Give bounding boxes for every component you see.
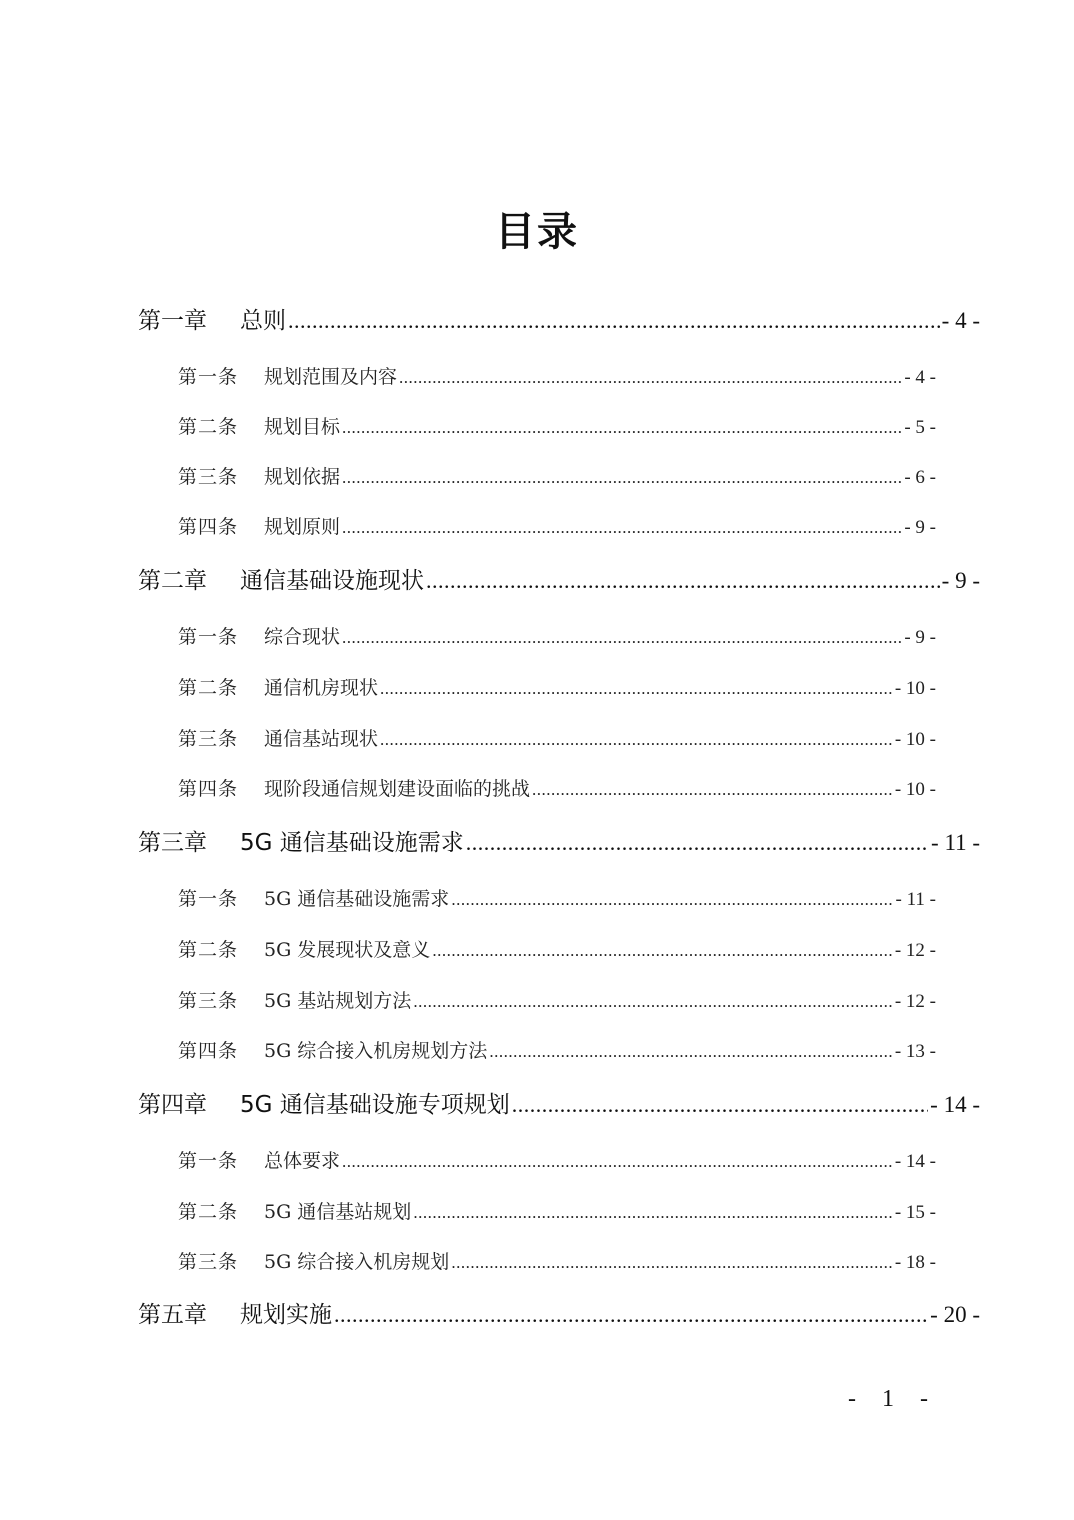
toc-entry-title: 规划实施 (240, 1302, 332, 1328)
toc-article-entry[interactable] (178, 512, 936, 539)
toc-entry-number: 第一条 (178, 888, 239, 910)
toc-entry-number: 第二条 (178, 416, 239, 438)
toc-entry-number: 第二章 (138, 568, 207, 594)
toc-article-entry[interactable] (178, 412, 936, 439)
toc-page-number: - 14 - (894, 1151, 936, 1172)
toc-entry-number: 第五章 (138, 1302, 207, 1328)
toc-entry-title: 5G 基站规划方法 (264, 990, 412, 1012)
toc-entry-number: 第一条 (178, 626, 239, 648)
toc-entry-title: 5G 通信基站规划 (264, 1201, 412, 1223)
toc-page-number: - 4 - (904, 367, 936, 388)
toc-page-number: - 4 - (941, 308, 980, 333)
toc-entry-title: 规划范围及内容 (264, 366, 398, 388)
toc-entry-number: 第二条 (178, 939, 239, 961)
toc-entry-number: 第三条 (178, 466, 239, 488)
toc-page-number: - 9 - (941, 568, 980, 593)
toc-entry-number: 第三章 (138, 830, 207, 856)
toc-entry-title: 通信机房现状 (264, 677, 379, 699)
toc-dot-leader (426, 568, 940, 594)
toc-entry-number: 第三条 (178, 1251, 239, 1273)
toc-entry-title: 现阶段通信规划建设面临的挑战 (264, 778, 531, 800)
toc-dot-leader (413, 992, 893, 1012)
toc-entry-number: 第一章 (138, 308, 207, 334)
toc-page-number: - 12 - (894, 940, 936, 961)
toc-chapter-entry[interactable] (138, 1086, 980, 1119)
toc-dot-leader (489, 1042, 893, 1062)
toc-entry-number: 第二条 (178, 677, 239, 699)
toc-page-number: - 10 - (894, 779, 936, 800)
toc-entry-number: 第三条 (178, 728, 239, 750)
toc-article-entry[interactable] (178, 622, 936, 649)
toc-entry-title: 5G 通信基础设施需求 (240, 830, 464, 856)
toc-page-number: - 10 - (894, 678, 936, 699)
toc-entry-number: 第三条 (178, 990, 239, 1012)
toc-entry-number: 第四条 (178, 516, 239, 538)
toc-article-entry[interactable] (178, 462, 936, 489)
toc-dot-leader (342, 518, 902, 538)
toc-article-entry[interactable] (178, 1146, 936, 1173)
toc-article-entry[interactable] (178, 724, 936, 751)
toc-dot-leader (380, 730, 893, 750)
toc-entry-title: 5G 综合接入机房规划方法 (264, 1040, 488, 1062)
toc-page-number: - 14 - (930, 1092, 980, 1117)
toc-article-entry[interactable] (178, 774, 936, 801)
toc-page-number: - 12 - (894, 991, 936, 1012)
toc-chapter-entry[interactable] (138, 1296, 980, 1329)
toc-article-entry[interactable] (178, 1036, 936, 1063)
toc-dot-leader (288, 308, 940, 334)
toc-page-number: - 11 - (895, 889, 936, 910)
toc-dot-leader (413, 1203, 893, 1223)
toc-entry-title: 5G 综合接入机房规划 (264, 1251, 450, 1273)
toc-entry-title: 通信基础设施现状 (240, 568, 424, 594)
toc-entry-number: 第二条 (178, 1201, 239, 1223)
toc-chapter-entry[interactable] (138, 302, 980, 335)
toc-page-number: - 9 - (904, 627, 936, 648)
toc-dot-leader (342, 628, 902, 648)
page-title: 目录 (495, 209, 579, 255)
toc-dot-leader (342, 1152, 893, 1172)
toc-page-number: - 20 - (930, 1302, 980, 1327)
toc-entry-title: 总体要求 (264, 1150, 341, 1172)
toc-chapter-entry[interactable] (138, 562, 980, 595)
toc-chapter-entry[interactable] (138, 824, 980, 857)
toc-entry-title: 规划依据 (264, 466, 341, 488)
toc-dot-leader (466, 830, 929, 856)
toc-dot-leader (342, 418, 902, 438)
toc-dot-leader (512, 1092, 928, 1118)
toc-dot-leader (342, 468, 902, 488)
toc-entry-title: 规划原则 (264, 516, 341, 538)
toc-page-number: - 15 - (894, 1202, 936, 1223)
toc-entry-title: 规划目标 (264, 416, 341, 438)
toc-entry-title: 5G 发展现状及意义 (264, 939, 431, 961)
page-number: - 1 - (848, 1386, 938, 1412)
toc-article-entry[interactable] (178, 986, 936, 1013)
toc-dot-leader (451, 1253, 893, 1273)
toc-entry-number: 第四条 (178, 1040, 239, 1062)
toc-dot-leader (432, 941, 893, 961)
toc-page-number: - 11 - (931, 830, 980, 855)
toc-dot-leader (399, 368, 902, 388)
toc-page-number: - 6 - (904, 467, 936, 488)
toc-entry-title: 5G 通信基础设施需求 (264, 888, 450, 910)
toc-article-entry[interactable] (178, 1247, 936, 1274)
toc-article-entry[interactable] (178, 935, 936, 962)
toc-article-entry[interactable] (178, 673, 936, 700)
toc-entry-title: 5G 通信基础设施专项规划 (240, 1092, 510, 1118)
toc-entry-number: 第四章 (138, 1092, 207, 1118)
toc-page-number: - 13 - (894, 1041, 936, 1062)
toc-entry-number: 第一条 (178, 366, 239, 388)
toc-entry-number: 第四条 (178, 778, 239, 800)
toc-entry-title: 综合现状 (264, 626, 341, 648)
toc-dot-leader (334, 1302, 928, 1328)
toc-entry-title: 通信基站现状 (264, 728, 379, 750)
toc-page-number: - 5 - (904, 417, 936, 438)
toc-page-number: - 18 - (894, 1252, 936, 1273)
toc-article-entry[interactable] (178, 362, 936, 389)
toc-dot-leader (380, 679, 893, 699)
toc-entry-title: 总则 (240, 308, 286, 334)
toc-article-entry[interactable] (178, 1197, 936, 1224)
toc-entry-number: 第一条 (178, 1150, 239, 1172)
toc-page-number: - 9 - (904, 517, 936, 538)
toc-article-entry[interactable] (178, 884, 936, 911)
toc-dot-leader (451, 890, 893, 910)
toc-page-number: - 10 - (894, 729, 936, 750)
toc-dot-leader (532, 780, 893, 800)
